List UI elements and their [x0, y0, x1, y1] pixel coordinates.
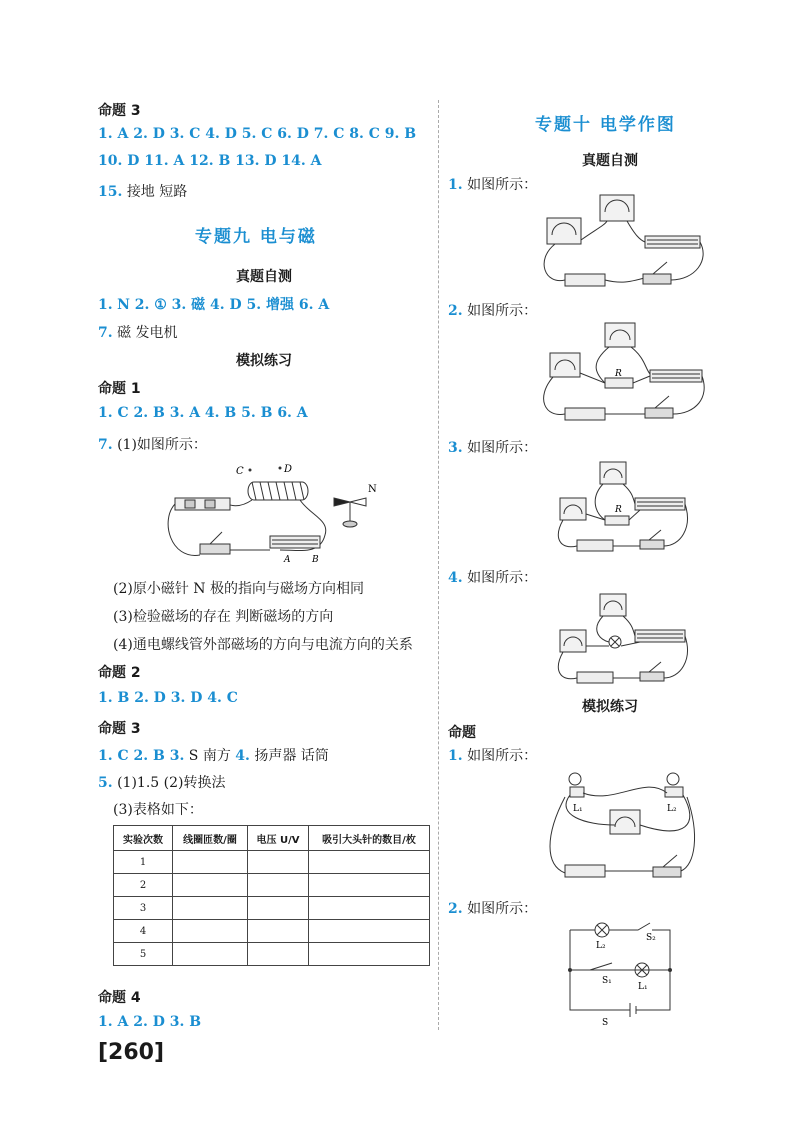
- answer-text: 接地 短路: [126, 184, 188, 200]
- label-s2: S₂: [646, 933, 656, 943]
- answer-number: 4.: [235, 748, 250, 764]
- section-title-p3: 命题 3: [98, 103, 141, 119]
- experiment-table: [113, 825, 430, 966]
- table-row: [114, 943, 430, 966]
- label-s1: S₁: [602, 976, 612, 986]
- circuit-figure-3: [555, 458, 690, 558]
- answer-line: [98, 322, 178, 342]
- label-n: N: [368, 484, 377, 495]
- label-a: A: [284, 555, 291, 565]
- answer-text: N 2. ① 3. 磁 4. D 5. 增强 6. A: [117, 297, 330, 313]
- label-r: R: [615, 369, 622, 379]
- page-number: [260]: [98, 1040, 165, 1065]
- answer-line: (4)通电螺线管外部磁场的方向与电流方向的关系: [113, 637, 413, 653]
- solenoid-circuit-figure: [160, 460, 390, 570]
- answer-number: 5.: [98, 775, 113, 791]
- answer-text: 如图所示：: [467, 748, 538, 764]
- label-l2: L₂: [667, 804, 677, 814]
- table-cell: 3: [114, 897, 173, 920]
- table-header-row: [114, 826, 430, 851]
- answer-text: (1)1.5 (2)转换法: [117, 775, 226, 791]
- answer-number: 7.: [98, 325, 113, 341]
- answer-line: 1. C 2. B 3. A 4. B 5. B 6. A: [98, 405, 308, 421]
- answer-line: (2)原小磁针 N 极的指向与磁场方向相同: [113, 581, 364, 597]
- answer-line: [98, 294, 329, 314]
- table-cell: 5: [114, 943, 173, 966]
- answer-line: 1. A 2. D 3. B: [98, 1014, 202, 1030]
- answer-number: 7.: [98, 437, 113, 453]
- answer-number: 4.: [448, 570, 463, 586]
- table-row: [114, 920, 430, 943]
- answer-number: 15.: [98, 184, 123, 200]
- table-header: 线圈匝数/圈: [173, 826, 248, 851]
- answer-number: 1.: [448, 177, 463, 193]
- answer-line: [98, 434, 207, 454]
- circuit-figure-4: [555, 590, 690, 690]
- answer-line: 10. D 11. A 12. B 13. D 14. A: [98, 153, 322, 169]
- label-b: B: [312, 555, 319, 565]
- answer-text: 如图所示：: [467, 440, 538, 456]
- answer-number: 2.: [448, 901, 463, 917]
- table-cell: 2: [114, 874, 173, 897]
- zhenti-title: 真题自测: [236, 269, 292, 285]
- answer-line: 1. B 2. D 3. D 4. C: [98, 690, 238, 706]
- table-row: [114, 851, 430, 874]
- label-d: D: [284, 464, 293, 475]
- answer-number: 1.: [448, 748, 463, 764]
- answer-line: [98, 181, 187, 201]
- section-title-mingti: 命题: [448, 725, 476, 741]
- circuit-figure-1: [535, 190, 705, 295]
- section-title-m2: 命题 2: [98, 665, 141, 681]
- section-title-m1: 命题 1: [98, 381, 141, 397]
- table-row: [114, 874, 430, 897]
- answer-line: (3)检验磁场的存在 判断磁场的方向: [113, 609, 334, 625]
- answer-text: 扬声器 话筒: [254, 748, 329, 764]
- label-l1: L₁: [573, 804, 583, 814]
- answer-text: 如图所示：: [467, 570, 538, 586]
- label-s: S: [602, 1018, 609, 1028]
- zhenti-title-right: 真题自测: [582, 153, 638, 169]
- table-header: 电压 U/V: [248, 826, 309, 851]
- label-l2-schematic: L₂: [596, 941, 606, 951]
- label-r2: R: [615, 505, 622, 515]
- answer-number: 2.: [448, 303, 463, 319]
- column-divider: [438, 100, 439, 1030]
- answer-line: [448, 745, 537, 765]
- table-row: [114, 897, 430, 920]
- section-title-m3: 命题 3: [98, 721, 141, 737]
- answer-line: [98, 772, 225, 792]
- point-d: [279, 467, 282, 470]
- answer-text: 如图所示：: [467, 303, 538, 319]
- table-cell: 1: [114, 851, 173, 874]
- moni-title-right: 模拟练习: [582, 699, 638, 715]
- point-c: [249, 469, 252, 472]
- topic-9-title: 专题九 电与磁: [195, 227, 317, 247]
- answer-line: [448, 567, 537, 587]
- answer-number: 3.: [448, 440, 463, 456]
- answer-text: 如图所示：: [467, 901, 538, 917]
- answer-text: (1)如图所示：: [117, 437, 207, 453]
- answer-text: S 南方: [188, 748, 231, 764]
- circuit-figure-2: [535, 318, 705, 428]
- topic-10-title: 专题十 电学作图: [535, 115, 676, 135]
- circuit-figure-5: [545, 765, 700, 890]
- answer-line: [448, 174, 537, 194]
- table-cell: 4: [114, 920, 173, 943]
- answer-line: 1. A 2. D 3. C 4. D 5. C 6. D 7. C 8. C 9. B: [98, 126, 417, 142]
- table-header: 实验次数: [114, 826, 173, 851]
- answer-line: [448, 898, 537, 918]
- answer-line: [98, 745, 329, 765]
- answer-line: (3)表格如下：: [113, 802, 203, 818]
- answer-text: 磁 发电机: [117, 325, 178, 341]
- answer-number: 1. C 2. B 3.: [98, 748, 185, 764]
- moni-title: 模拟练习: [236, 353, 292, 369]
- answer-line: [448, 437, 537, 457]
- table-header: 吸引大头针的数目/枚: [309, 826, 430, 851]
- answer-line: [448, 300, 537, 320]
- label-c: C: [236, 466, 244, 477]
- label-l1-schematic: L₁: [638, 982, 648, 992]
- circuit-schematic: [560, 915, 680, 1030]
- answer-text: 如图所示：: [467, 177, 538, 193]
- section-title-m4: 命题 4: [98, 990, 141, 1006]
- answer-number: 1.: [98, 297, 113, 313]
